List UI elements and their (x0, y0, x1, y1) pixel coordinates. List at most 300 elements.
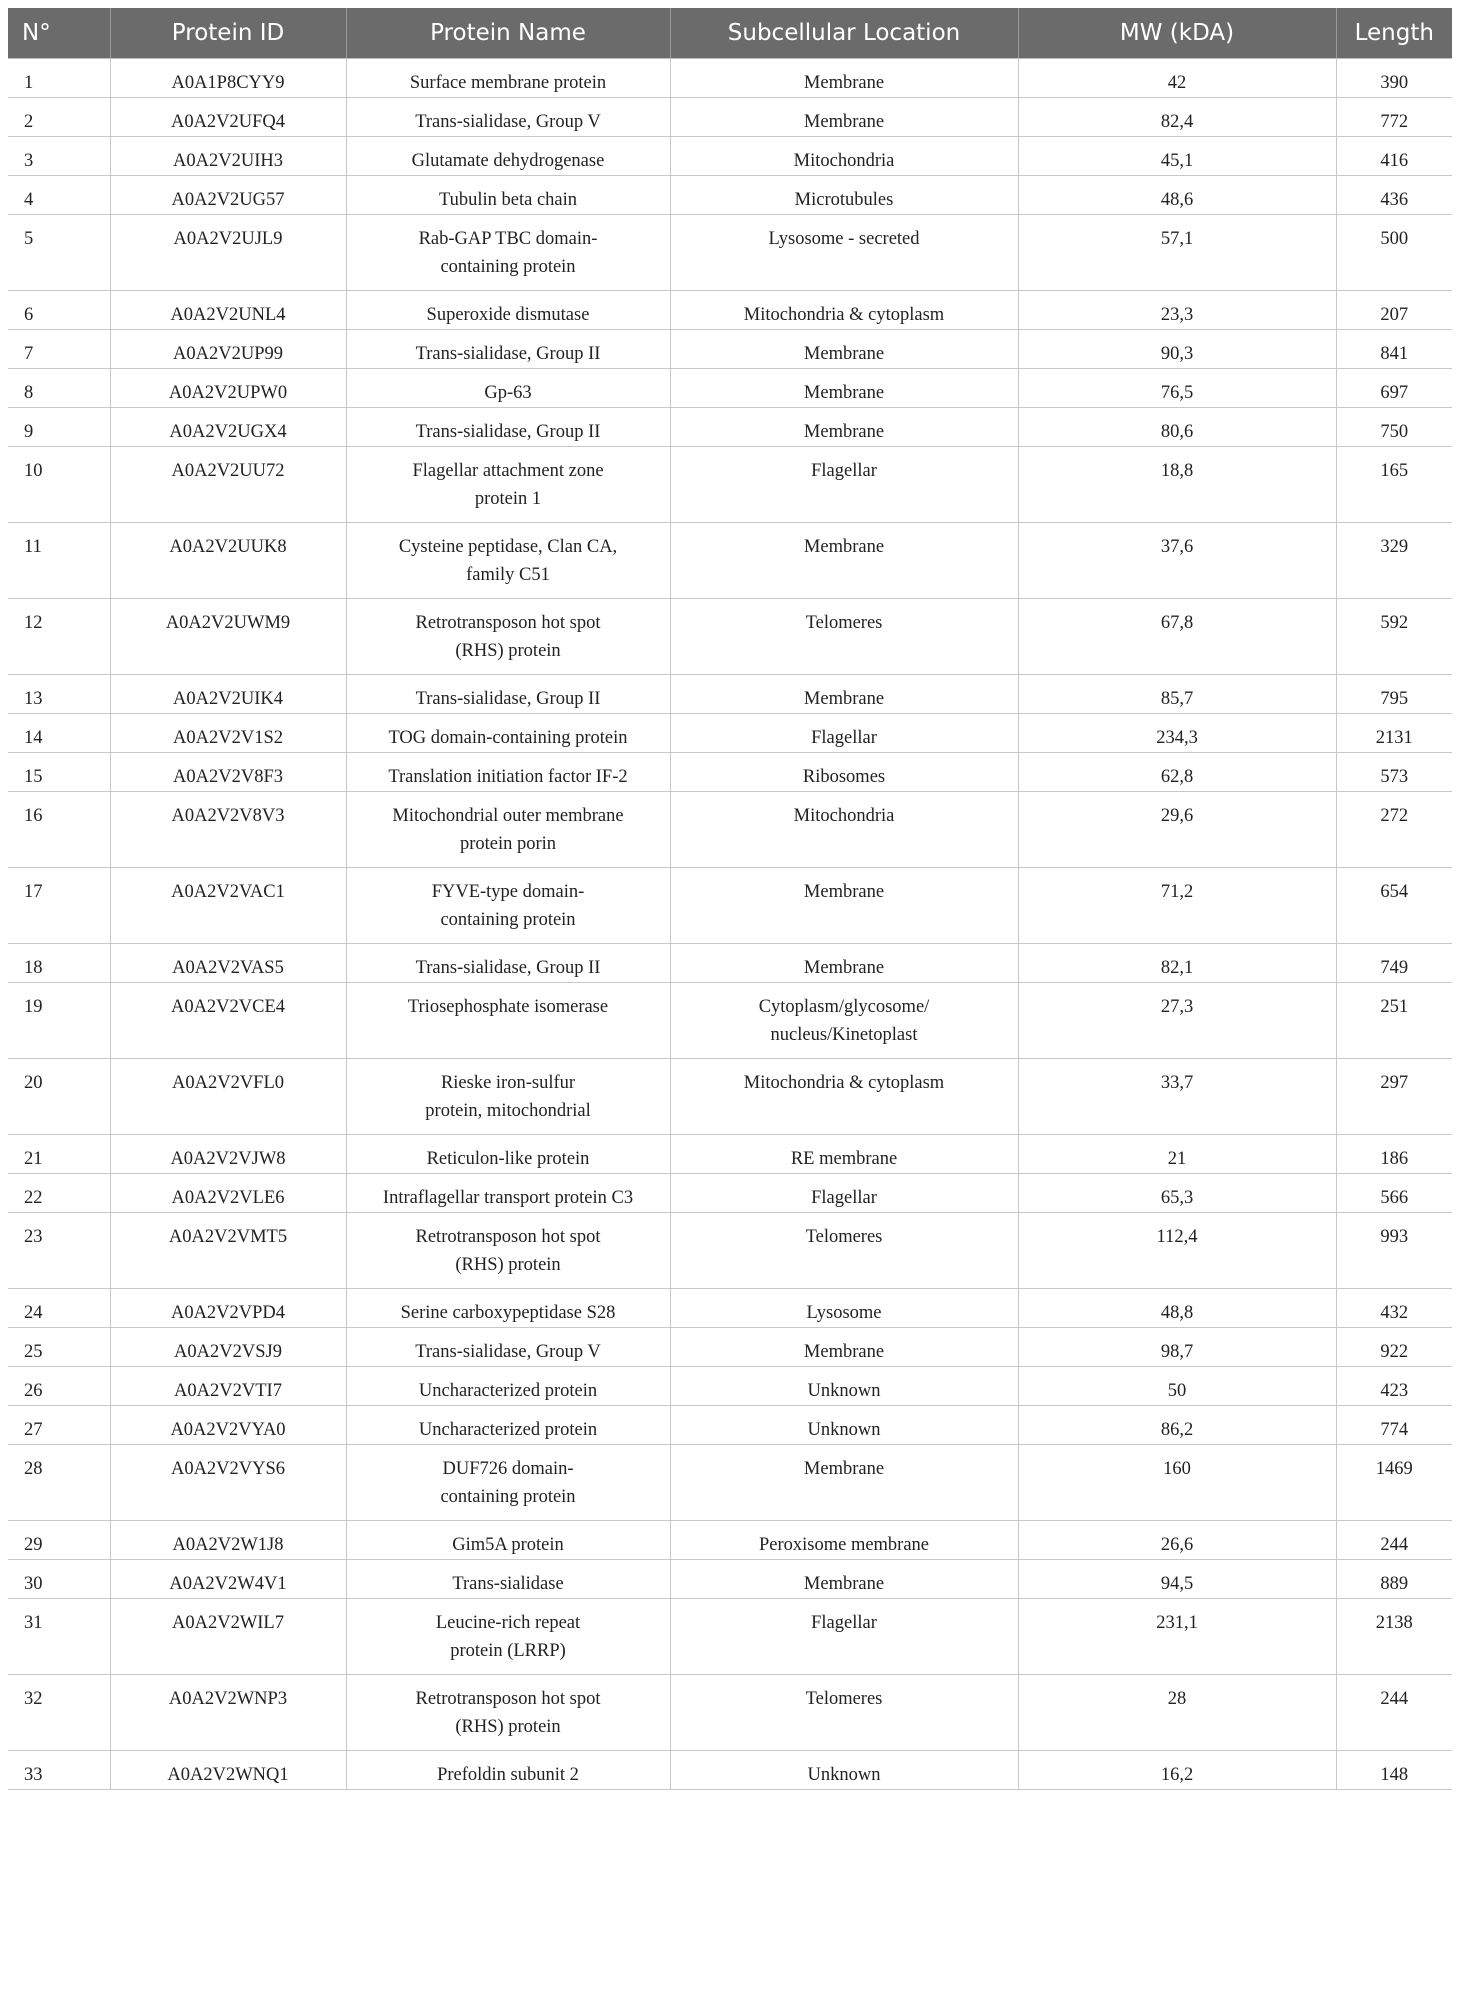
cell-protein-id: A0A2V2VYA0 (110, 1406, 346, 1445)
cell-protein-name-line: protein (LRRP) (450, 1641, 566, 1661)
cell-protein-name (346, 215, 670, 291)
cell-protein-name-line: Rab-GAP TBC domain- (418, 229, 598, 249)
cell-protein-name (346, 1406, 670, 1445)
cell-number: 10 (8, 447, 110, 523)
cell-subcellular-location (670, 1289, 1018, 1328)
cell-length: 251 (1336, 983, 1452, 1059)
cell-subcellular-location (670, 1521, 1018, 1560)
cell-protein-id: A0A2V2VYS6 (110, 1445, 346, 1521)
table-row (8, 983, 1452, 1059)
cell-protein-id: A0A2V2WIL7 (110, 1599, 346, 1675)
cell-protein-name-line: Mitochondrial outer membrane (392, 806, 624, 826)
cell-subcellular-location-line: Membrane (803, 344, 885, 364)
cell-protein-id: A0A2V2VLE6 (110, 1174, 346, 1213)
cell-subcellular-location-line: Unknown (807, 1765, 881, 1785)
cell-number: 5 (8, 215, 110, 291)
cell-protein-name-line: (RHS) protein (455, 1255, 561, 1275)
cell-mw: 71,2 (1018, 868, 1336, 944)
cell-subcellular-location-line: Membrane (803, 958, 885, 978)
cell-protein-name-line: FYVE-type domain- (431, 882, 585, 902)
cell-protein-name-line: family C51 (466, 565, 550, 585)
cell-length: 922 (1336, 1328, 1452, 1367)
cell-subcellular-location (670, 137, 1018, 176)
cell-protein-name-line: Translation initiation factor IF-2 (388, 767, 628, 787)
cell-protein-name-line: containing protein (440, 1487, 576, 1507)
cell-number: 4 (8, 176, 110, 215)
cell-protein-name-line: (RHS) protein (455, 641, 561, 661)
cell-subcellular-location-line: Cytoplasm/glycosome/ (758, 997, 930, 1017)
table-row (8, 868, 1452, 944)
cell-subcellular-location-line: Lysosome - secreted (768, 229, 920, 249)
cell-number: 26 (8, 1367, 110, 1406)
cell-protein-id: A0A2V2VJW8 (110, 1135, 346, 1174)
cell-subcellular-location (670, 176, 1018, 215)
cell-subcellular-location (670, 1599, 1018, 1675)
cell-subcellular-location-line: Mitochondria (793, 151, 895, 171)
cell-subcellular-location-line: Unknown (807, 1420, 881, 1440)
cell-protein-id: A0A2V2VMT5 (110, 1213, 346, 1289)
cell-length: 148 (1336, 1751, 1452, 1790)
cell-subcellular-location (670, 523, 1018, 599)
table-row (8, 330, 1452, 369)
cell-number: 30 (8, 1560, 110, 1599)
cell-subcellular-location-line: Membrane (803, 73, 885, 93)
cell-protein-name (346, 1599, 670, 1675)
cell-protein-name-line: Trans-sialidase, Group II (415, 344, 601, 364)
cell-protein-name-line: Trans-sialidase (452, 1574, 564, 1594)
cell-protein-name-line: (RHS) protein (455, 1717, 561, 1737)
cell-length: 436 (1336, 176, 1452, 215)
table-row (8, 369, 1452, 408)
cell-length: 244 (1336, 1521, 1452, 1560)
cell-protein-name-line: Serine carboxypeptidase S28 (400, 1303, 616, 1323)
table-row (8, 1367, 1452, 1406)
table-row (8, 714, 1452, 753)
table-row (8, 1289, 1452, 1328)
cell-subcellular-location-line: Mitochondria & cytoplasm (743, 305, 945, 325)
cell-length: 750 (1336, 408, 1452, 447)
cell-subcellular-location (670, 1445, 1018, 1521)
cell-number: 3 (8, 137, 110, 176)
table-row (8, 176, 1452, 215)
cell-protein-id: A0A2V2UP99 (110, 330, 346, 369)
cell-length: 592 (1336, 599, 1452, 675)
table-row (8, 1445, 1452, 1521)
cell-protein-name-line: Leucine-rich repeat (435, 1613, 581, 1633)
cell-mw: 80,6 (1018, 408, 1336, 447)
cell-protein-id: A0A2V2UG57 (110, 176, 346, 215)
cell-protein-name (346, 1289, 670, 1328)
cell-protein-name (346, 176, 670, 215)
cell-number: 18 (8, 944, 110, 983)
cell-protein-name-line: Trans-sialidase, Group V (415, 112, 601, 132)
cell-protein-name (346, 1328, 670, 1367)
cell-protein-name-line: protein porin (459, 834, 557, 854)
cell-number: 7 (8, 330, 110, 369)
cell-protein-name-line: containing protein (440, 257, 576, 277)
cell-protein-name-line: protein, mitochondrial (425, 1101, 591, 1121)
cell-subcellular-location-line: Mitochondria (793, 806, 895, 826)
cell-protein-id: A0A2V2VCE4 (110, 983, 346, 1059)
cell-subcellular-location-line: Flagellar (811, 728, 877, 748)
cell-number: 28 (8, 1445, 110, 1521)
cell-protein-name-line: Trans-sialidase, Group V (415, 1342, 601, 1362)
cell-protein-id: A0A2V2UU72 (110, 447, 346, 523)
cell-subcellular-location-line: Flagellar (811, 1613, 877, 1633)
cell-mw: 21 (1018, 1135, 1336, 1174)
cell-subcellular-location-line: RE membrane (790, 1149, 898, 1169)
cell-protein-name (346, 369, 670, 408)
cell-mw: 82,4 (1018, 98, 1336, 137)
cell-protein-name-line: Trans-sialidase, Group II (415, 422, 601, 442)
cell-number: 25 (8, 1328, 110, 1367)
cell-protein-id: A0A2V2VPD4 (110, 1289, 346, 1328)
cell-protein-name-line: Superoxide dismutase (426, 305, 590, 325)
cell-number: 20 (8, 1059, 110, 1135)
cell-mw: 57,1 (1018, 215, 1336, 291)
cell-length: 2138 (1336, 1599, 1452, 1675)
cell-subcellular-location (670, 753, 1018, 792)
cell-mw: 86,2 (1018, 1406, 1336, 1445)
cell-protein-id: A0A2V2UJL9 (110, 215, 346, 291)
cell-protein-name (346, 59, 670, 98)
cell-subcellular-location-line: Membrane (803, 882, 885, 902)
cell-protein-id: A0A2V2UWM9 (110, 599, 346, 675)
cell-subcellular-location-line: Unknown (807, 1381, 881, 1401)
cell-mw: 94,5 (1018, 1560, 1336, 1599)
cell-protein-name-line: Gp-63 (484, 383, 532, 403)
table-row (8, 1521, 1452, 1560)
cell-subcellular-location-line: nucleus/Kinetoplast (770, 1025, 918, 1045)
table-row (8, 1135, 1452, 1174)
cell-number: 27 (8, 1406, 110, 1445)
cell-mw: 65,3 (1018, 1174, 1336, 1213)
cell-number: 22 (8, 1174, 110, 1213)
table-row (8, 408, 1452, 447)
cell-protein-id: A0A2V2UPW0 (110, 369, 346, 408)
cell-number: 33 (8, 1751, 110, 1790)
cell-number: 6 (8, 291, 110, 330)
cell-protein-name-line: Glutamate dehydrogenase (411, 151, 605, 171)
cell-protein-id: A0A2V2UGX4 (110, 408, 346, 447)
header-length: Length (1336, 8, 1452, 59)
table-row (8, 1675, 1452, 1751)
cell-number: 24 (8, 1289, 110, 1328)
header-row (8, 8, 1452, 59)
cell-protein-name (346, 599, 670, 675)
cell-length: 2131 (1336, 714, 1452, 753)
cell-subcellular-location (670, 983, 1018, 1059)
table-row (8, 944, 1452, 983)
cell-mw: 26,6 (1018, 1521, 1336, 1560)
table-row (8, 1560, 1452, 1599)
cell-protein-id: A0A2V2VFL0 (110, 1059, 346, 1135)
cell-subcellular-location (670, 1560, 1018, 1599)
cell-protein-name (346, 1675, 670, 1751)
cell-protein-name-line: Uncharacterized protein (418, 1420, 598, 1440)
cell-protein-id: A0A2V2UNL4 (110, 291, 346, 330)
protein-table (8, 8, 1452, 1790)
cell-protein-name-line: Cysteine peptidase, Clan CA, (398, 537, 618, 557)
cell-length: 390 (1336, 59, 1452, 98)
cell-protein-name (346, 675, 670, 714)
cell-protein-name-line: TOG domain-containing protein (388, 728, 628, 748)
cell-protein-id: A0A2V2UFQ4 (110, 98, 346, 137)
cell-protein-name-line: Trans-sialidase, Group II (415, 958, 601, 978)
cell-mw: 82,1 (1018, 944, 1336, 983)
cell-subcellular-location (670, 59, 1018, 98)
cell-length: 654 (1336, 868, 1452, 944)
cell-subcellular-location-line: Membrane (803, 1459, 885, 1479)
table-row (8, 1328, 1452, 1367)
table-row (8, 792, 1452, 868)
cell-length: 165 (1336, 447, 1452, 523)
cell-number: 1 (8, 59, 110, 98)
table-body (8, 59, 1452, 1790)
cell-mw: 48,8 (1018, 1289, 1336, 1328)
cell-number: 13 (8, 675, 110, 714)
cell-subcellular-location (670, 1751, 1018, 1790)
cell-length: 244 (1336, 1675, 1452, 1751)
cell-subcellular-location (670, 868, 1018, 944)
cell-number: 23 (8, 1213, 110, 1289)
cell-length: 297 (1336, 1059, 1452, 1135)
cell-length: 749 (1336, 944, 1452, 983)
cell-subcellular-location-line: Peroxisome membrane (758, 1535, 930, 1555)
cell-protein-id: A0A2V2V8V3 (110, 792, 346, 868)
cell-protein-name-line: Prefoldin subunit 2 (437, 1765, 579, 1785)
cell-mw: 98,7 (1018, 1328, 1336, 1367)
cell-protein-id: A0A2V2W1J8 (110, 1521, 346, 1560)
cell-protein-id: A0A2V2VAS5 (110, 944, 346, 983)
cell-protein-id: A0A2V2V1S2 (110, 714, 346, 753)
cell-number: 21 (8, 1135, 110, 1174)
cell-number: 19 (8, 983, 110, 1059)
table-row (8, 1174, 1452, 1213)
cell-number: 32 (8, 1675, 110, 1751)
cell-subcellular-location (670, 944, 1018, 983)
cell-length: 566 (1336, 1174, 1452, 1213)
cell-protein-name (346, 1174, 670, 1213)
cell-mw: 90,3 (1018, 330, 1336, 369)
cell-subcellular-location (670, 675, 1018, 714)
cell-protein-name-line: Reticulon-like protein (426, 1149, 590, 1169)
cell-mw: 29,6 (1018, 792, 1336, 868)
cell-number: 12 (8, 599, 110, 675)
table-row (8, 523, 1452, 599)
cell-length: 207 (1336, 291, 1452, 330)
cell-subcellular-location-line: Microtubules (794, 190, 894, 210)
cell-protein-id: A0A2V2VAC1 (110, 868, 346, 944)
cell-mw: 33,7 (1018, 1059, 1336, 1135)
cell-mw: 160 (1018, 1445, 1336, 1521)
header-protein-id: Protein ID (110, 8, 346, 59)
cell-protein-id: A0A2V2UIH3 (110, 137, 346, 176)
cell-length: 186 (1336, 1135, 1452, 1174)
cell-subcellular-location-line: Membrane (803, 112, 885, 132)
cell-mw: 67,8 (1018, 599, 1336, 675)
cell-number: 17 (8, 868, 110, 944)
table-row (8, 1751, 1452, 1790)
cell-protein-id: A0A2V2WNQ1 (110, 1751, 346, 1790)
cell-subcellular-location (670, 1135, 1018, 1174)
cell-mw: 45,1 (1018, 137, 1336, 176)
cell-protein-name-line: Trans-sialidase, Group II (415, 689, 601, 709)
cell-subcellular-location (670, 369, 1018, 408)
cell-mw: 76,5 (1018, 369, 1336, 408)
cell-protein-id: A0A2V2W4V1 (110, 1560, 346, 1599)
table-row (8, 599, 1452, 675)
cell-subcellular-location-line: Membrane (803, 537, 885, 557)
cell-length: 423 (1336, 1367, 1452, 1406)
cell-protein-name (346, 523, 670, 599)
cell-number: 31 (8, 1599, 110, 1675)
cell-protein-name-line: protein 1 (474, 489, 542, 509)
cell-protein-name-line: Retrotransposon hot spot (415, 1689, 601, 1709)
cell-protein-name (346, 868, 670, 944)
cell-protein-name-line: Intraflagellar transport protein C3 (382, 1188, 634, 1208)
cell-subcellular-location (670, 408, 1018, 447)
table-row (8, 1213, 1452, 1289)
table-row (8, 98, 1452, 137)
table-row (8, 447, 1452, 523)
cell-mw: 37,6 (1018, 523, 1336, 599)
cell-protein-id: A0A2V2UIK4 (110, 675, 346, 714)
cell-protein-name-line: containing protein (440, 910, 576, 930)
cell-protein-id: A0A1P8CYY9 (110, 59, 346, 98)
cell-length: 993 (1336, 1213, 1452, 1289)
table-row (8, 1406, 1452, 1445)
cell-length: 416 (1336, 137, 1452, 176)
cell-subcellular-location-line: Membrane (803, 1574, 885, 1594)
cell-mw: 48,6 (1018, 176, 1336, 215)
cell-length: 573 (1336, 753, 1452, 792)
cell-number: 8 (8, 369, 110, 408)
cell-subcellular-location (670, 714, 1018, 753)
cell-protein-id: A0A2V2WNP3 (110, 1675, 346, 1751)
cell-protein-name (346, 408, 670, 447)
table-row (8, 1599, 1452, 1675)
cell-subcellular-location (670, 1174, 1018, 1213)
cell-subcellular-location-line: Membrane (803, 689, 885, 709)
cell-mw: 231,1 (1018, 1599, 1336, 1675)
cell-length: 795 (1336, 675, 1452, 714)
cell-length: 432 (1336, 1289, 1452, 1328)
cell-subcellular-location (670, 1406, 1018, 1445)
cell-protein-name (346, 1445, 670, 1521)
cell-subcellular-location-line: Membrane (803, 1342, 885, 1362)
cell-protein-id: A0A2V2UUK8 (110, 523, 346, 599)
cell-protein-name (346, 447, 670, 523)
cell-length: 841 (1336, 330, 1452, 369)
cell-protein-name (346, 983, 670, 1059)
cell-protein-name (346, 944, 670, 983)
cell-length: 889 (1336, 1560, 1452, 1599)
cell-protein-name-line: Rieske iron-sulfur (440, 1073, 576, 1093)
cell-subcellular-location-line: Mitochondria & cytoplasm (743, 1073, 945, 1093)
cell-subcellular-location-line: Lysosome (806, 1303, 882, 1323)
table-row (8, 59, 1452, 98)
cell-subcellular-location (670, 1059, 1018, 1135)
cell-protein-name-line: Uncharacterized protein (418, 1381, 598, 1401)
cell-subcellular-location-line: Flagellar (811, 1188, 877, 1208)
cell-subcellular-location-line: Ribosomes (802, 767, 886, 787)
cell-protein-name-line: Tubulin beta chain (438, 190, 578, 210)
cell-subcellular-location (670, 330, 1018, 369)
table-row (8, 675, 1452, 714)
cell-mw: 23,3 (1018, 291, 1336, 330)
cell-protein-name-line: Flagellar attachment zone (412, 461, 604, 481)
cell-subcellular-location (670, 792, 1018, 868)
cell-mw: 16,2 (1018, 1751, 1336, 1790)
cell-number: 14 (8, 714, 110, 753)
cell-number: 15 (8, 753, 110, 792)
cell-protein-name (346, 330, 670, 369)
cell-length: 329 (1336, 523, 1452, 599)
cell-protein-name-line: Retrotransposon hot spot (415, 613, 601, 633)
header-subcellular-location: Subcellular Location (670, 8, 1018, 59)
cell-length: 774 (1336, 1406, 1452, 1445)
cell-subcellular-location-line: Membrane (803, 383, 885, 403)
cell-mw: 62,8 (1018, 753, 1336, 792)
header-mw: MW (kDA) (1018, 8, 1336, 59)
cell-subcellular-location (670, 98, 1018, 137)
cell-protein-name (346, 98, 670, 137)
cell-protein-name (346, 1560, 670, 1599)
table-row (8, 1059, 1452, 1135)
cell-subcellular-location (670, 291, 1018, 330)
cell-number: 2 (8, 98, 110, 137)
cell-subcellular-location (670, 215, 1018, 291)
cell-protein-id: A0A2V2V8F3 (110, 753, 346, 792)
cell-subcellular-location (670, 1367, 1018, 1406)
cell-subcellular-location (670, 447, 1018, 523)
cell-subcellular-location-line: Telomeres (805, 1689, 883, 1709)
cell-protein-name (346, 137, 670, 176)
cell-protein-name-line: Retrotransposon hot spot (415, 1227, 601, 1247)
cell-length: 1469 (1336, 1445, 1452, 1521)
cell-protein-name-line: Surface membrane protein (409, 73, 607, 93)
cell-protein-name (346, 1059, 670, 1135)
cell-protein-id: A0A2V2VSJ9 (110, 1328, 346, 1367)
cell-protein-name (346, 1135, 670, 1174)
cell-mw: 50 (1018, 1367, 1336, 1406)
cell-mw: 18,8 (1018, 447, 1336, 523)
cell-protein-name-line: Gim5A protein (452, 1535, 564, 1555)
cell-length: 272 (1336, 792, 1452, 868)
cell-number: 29 (8, 1521, 110, 1560)
cell-protein-name (346, 792, 670, 868)
cell-protein-name (346, 714, 670, 753)
cell-protein-name (346, 1521, 670, 1560)
cell-mw: 234,3 (1018, 714, 1336, 753)
cell-subcellular-location (670, 1213, 1018, 1289)
cell-subcellular-location-line: Membrane (803, 422, 885, 442)
cell-subcellular-location (670, 599, 1018, 675)
cell-mw: 27,3 (1018, 983, 1336, 1059)
cell-number: 16 (8, 792, 110, 868)
cell-length: 697 (1336, 369, 1452, 408)
cell-mw: 28 (1018, 1675, 1336, 1751)
header-number: N° (8, 8, 110, 59)
cell-protein-id: A0A2V2VTI7 (110, 1367, 346, 1406)
cell-mw: 85,7 (1018, 675, 1336, 714)
table-row (8, 291, 1452, 330)
cell-mw: 112,4 (1018, 1213, 1336, 1289)
table-row (8, 137, 1452, 176)
header-protein-name: Protein Name (346, 8, 670, 59)
cell-subcellular-location-line: Telomeres (805, 613, 883, 633)
